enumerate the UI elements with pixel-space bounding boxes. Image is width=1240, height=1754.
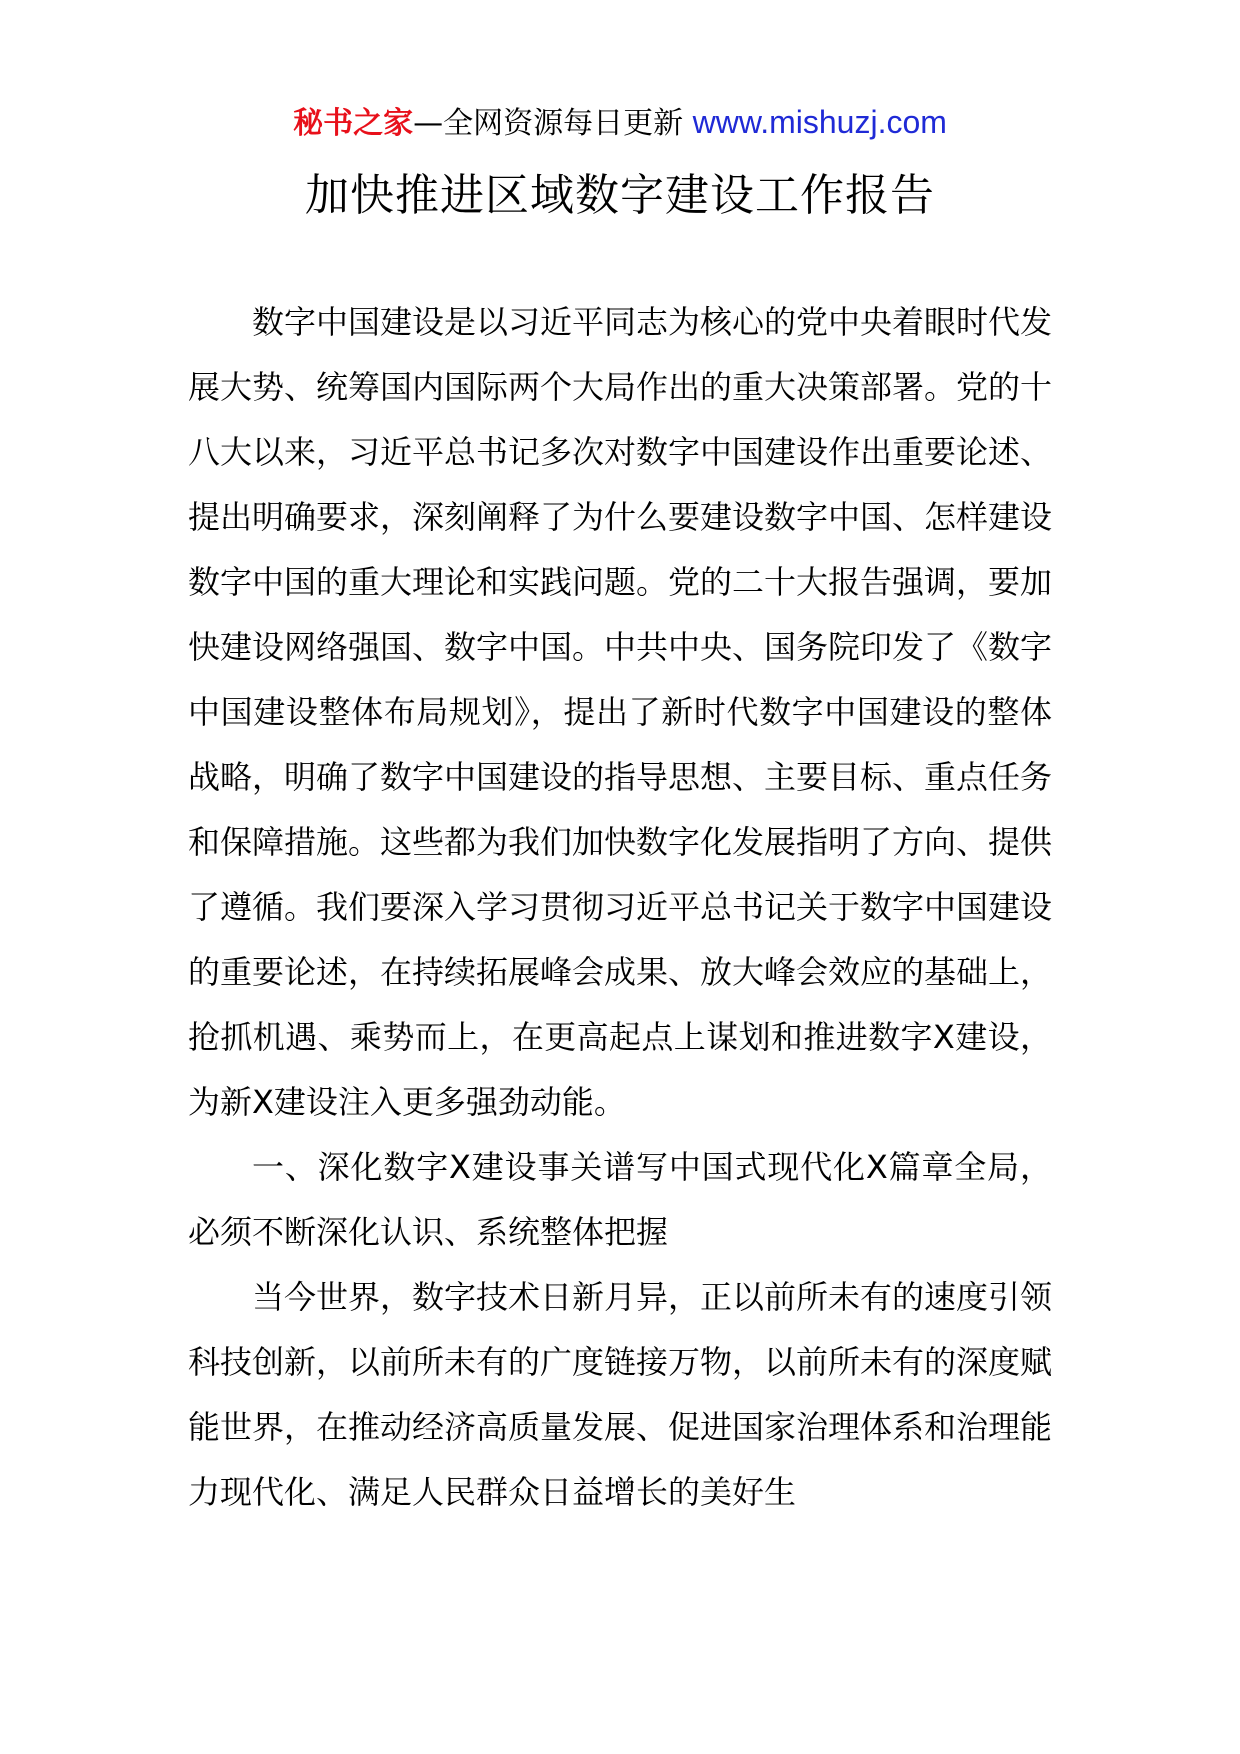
site-url-link[interactable]: www.mishuzj.com bbox=[692, 104, 947, 140]
document-title: 加快推进区域数字建设工作报告 bbox=[305, 170, 935, 221]
paragraph-section-1: 当今世界，数字技术日新月异，正以前所未有的速度引领科技创新，以前所未有的广度链接万物，以前所未有的深度赋能世界，在推动经济高质量发展、促进国家治理体系和治理能力现代化、满足人民群众日益增长的美好生 bbox=[188, 1278, 1053, 1511]
paragraph-intro: 数字中国建设是以习近平同志为核心的党中央着眼时代发展大势、统筹国内国际两个大局作出的重大决策部署。党的十八大以来，习近平总书记多次对数字中国建设作出重要论述、提出明确要求，深刻阐释了为什么要建设数字中国、怎样建设数字中国的重大理论和实践问题。党的二十大报告强调，要加快建设网络强国、数字中国。中共中央、国务院印发了《数字中国建设整体布局规划》，提出了新时代数字中国建设的整体战略，明确了数字中国建设的指导思想、主要目标、重点任务和保障措施。这些都为我们加快数字化发展指明了方向、提供了遵循。我们要深入学习贯彻习近平总书记关于数字中国建设的重要论述，在持续拓展峰会成果、放大峰会效应的基础上，抢抓机遇、乘势而上，在更高起点上谋划和推进数字X建设，为新X建设注入更多强劲动能。 bbox=[188, 303, 1053, 1121]
site-header bbox=[0, 100, 1240, 146]
document-body bbox=[188, 290, 1052, 1525]
site-brand: 秘书之家 bbox=[293, 106, 414, 141]
site-tagline: —全网资源每日更新 bbox=[413, 106, 693, 141]
section-heading-1: 一、深化数字X建设事关谱写中国式现代化X篇章全局，必须不断深化认识、系统整体把握 bbox=[188, 1148, 1052, 1251]
